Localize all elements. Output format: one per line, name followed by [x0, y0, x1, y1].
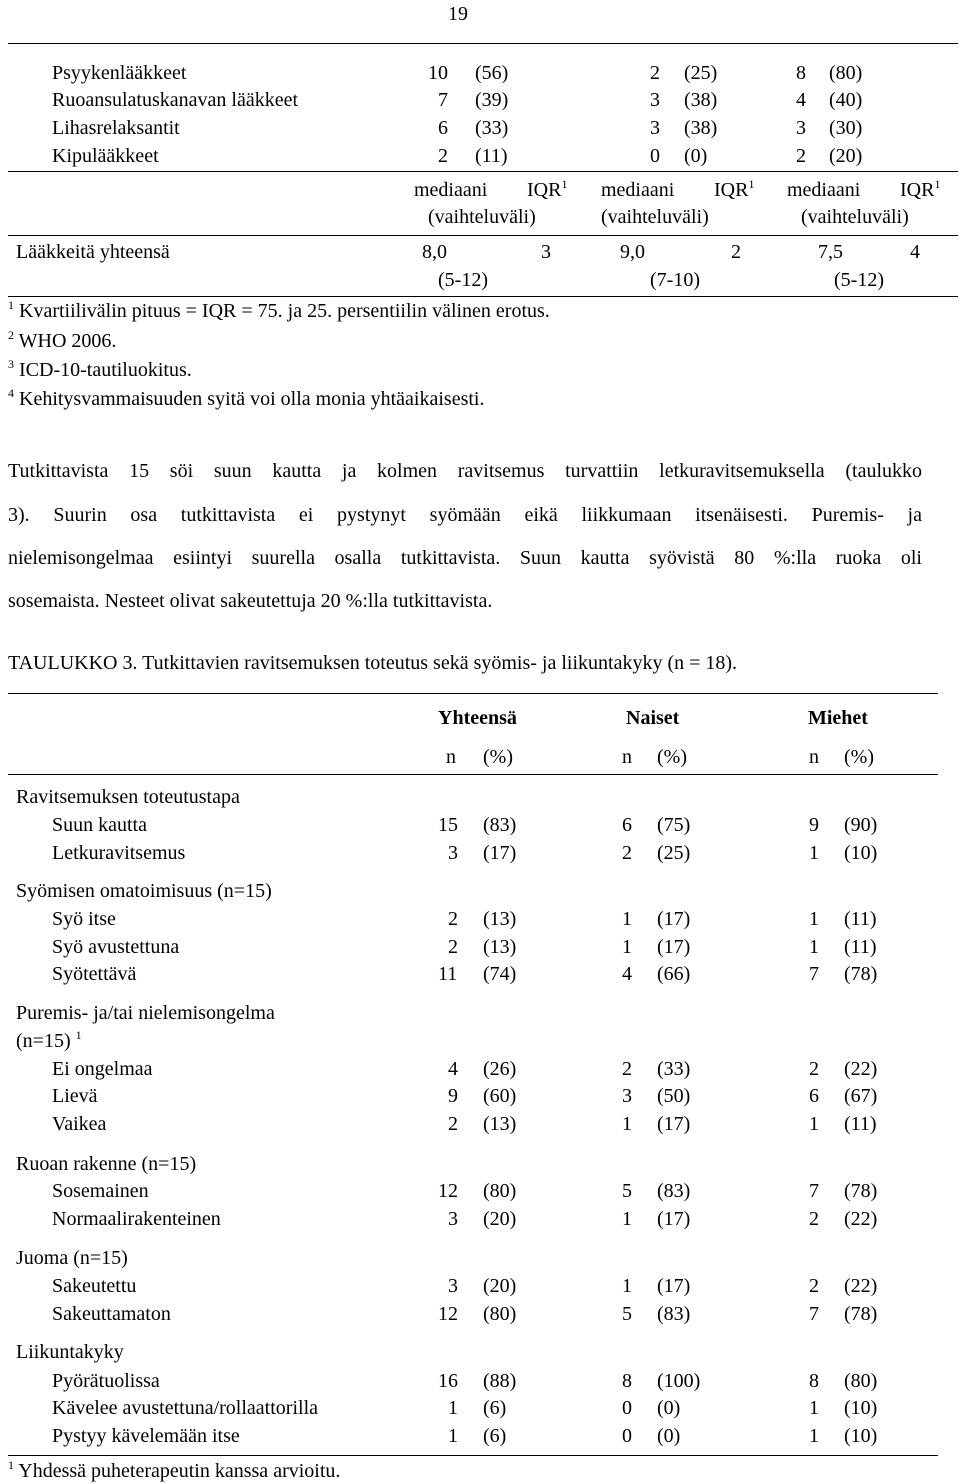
cell-b-n: 3 [650, 89, 660, 111]
cell-women-pct: (66) [657, 963, 691, 985]
cell-c-n: 2 [796, 145, 806, 167]
row-label: Pystyy kävelemään itse [52, 1425, 240, 1447]
section-subtitle-sup: 1 [75, 1028, 82, 1042]
cell-total-n: 12 [438, 1180, 458, 1202]
cell-women-n: 2 [622, 1058, 632, 1080]
total-a-median: 8,0 [422, 241, 447, 263]
cell-men-n: 7 [809, 963, 819, 985]
cell-total-n: 3 [448, 1275, 458, 1297]
median-label: mediaani [601, 179, 675, 201]
cell-men-n: 1 [809, 936, 819, 958]
cell-women-n: 5 [622, 1303, 632, 1325]
cell-men-n: 7 [809, 1303, 819, 1325]
col-header-women: Naiset [626, 707, 680, 729]
col-pct: (%) [483, 746, 513, 768]
cell-men-n: 1 [809, 1425, 819, 1447]
row-label: Vaikea [52, 1113, 107, 1135]
cell-c-pct: (40) [829, 89, 863, 111]
cell-men-n: 1 [809, 1113, 819, 1135]
cell-total-pct: (17) [483, 842, 517, 864]
cell-women-n: 1 [622, 1208, 632, 1230]
cell-men-n: 2 [809, 1275, 819, 1297]
top-table-rule-header [8, 171, 958, 172]
cell-women-pct: (100) [657, 1370, 701, 1392]
cell-men-pct: (78) [844, 1303, 878, 1325]
cell-a-n: 6 [438, 117, 448, 139]
cell-women-n: 8 [622, 1370, 632, 1392]
cell-men-pct: (22) [844, 1275, 878, 1297]
cell-b-pct: (38) [684, 89, 718, 111]
cell-women-n: 1 [622, 1275, 632, 1297]
cell-total-n: 3 [448, 1208, 458, 1230]
paragraph-line: nielemisongelmaa esiintyi suurella osalla tutkittavista. Suun kautta syövistä 80 %:lla ruoka oli [8, 547, 922, 569]
row-label: Lihasrelaksantit [52, 117, 180, 139]
median-label: mediaani [787, 179, 861, 201]
footnote [8, 328, 117, 352]
cell-b-pct: (25) [684, 62, 718, 84]
cell-women-pct: (17) [657, 936, 691, 958]
cell-b-pct: (0) [684, 145, 708, 167]
total-b-range: (7-10) [650, 269, 700, 291]
cell-a-n: 7 [438, 89, 448, 111]
col-header-men: Miehet [808, 707, 868, 729]
page-number: 19 [448, 3, 468, 25]
table3-footnote [8, 1458, 341, 1482]
cell-women-pct: (50) [657, 1085, 691, 1107]
section-subtitle-text: (n=15) [16, 1030, 71, 1052]
cell-women-pct: (0) [657, 1397, 681, 1419]
cell-total-pct: (60) [483, 1085, 517, 1107]
cell-a-pct: (11) [475, 145, 508, 167]
cell-total-n: 9 [448, 1085, 458, 1107]
cell-women-pct: (83) [657, 1303, 691, 1325]
cell-men-n: 1 [809, 908, 819, 930]
cell-b-pct: (38) [684, 117, 718, 139]
cell-total-n: 15 [438, 814, 458, 836]
cell-men-pct: (80) [844, 1370, 878, 1392]
col-n: n [622, 746, 632, 768]
cell-women-pct: (17) [657, 1113, 691, 1135]
row-label: Kipulääkkeet [52, 145, 159, 167]
cell-total-n: 4 [448, 1058, 458, 1080]
total-a-iqr: 3 [541, 241, 551, 263]
row-label: Pyörätuolissa [52, 1370, 160, 1392]
footnote-sup: 1 [8, 1458, 14, 1472]
footnote [8, 357, 192, 381]
cell-total-pct: (13) [483, 908, 517, 930]
cell-women-pct: (17) [657, 1275, 691, 1297]
row-label: Psyykenlääkkeet [52, 62, 187, 84]
cell-men-pct: (11) [844, 908, 877, 930]
iqr-sup: 1 [561, 177, 568, 191]
cell-women-pct: (17) [657, 1208, 691, 1230]
cell-women-pct: (83) [657, 1180, 691, 1202]
cell-c-n: 3 [796, 117, 806, 139]
footnote-text: Kehitysvammaisuuden syitä voi olla monia yhtäaikaisesti. [19, 388, 485, 410]
cell-b-n: 2 [650, 62, 660, 84]
range-label: (vaihteluväli) [601, 206, 709, 228]
iqr-label [527, 177, 568, 201]
table3-rule-top [8, 693, 938, 694]
median-label: mediaani [414, 179, 488, 201]
cell-c-n: 8 [796, 62, 806, 84]
cell-men-pct: (78) [844, 1180, 878, 1202]
cell-men-n: 6 [809, 1085, 819, 1107]
section-title: Puremis- ja/tai nielemisongelma [16, 1002, 275, 1024]
cell-women-n: 6 [622, 814, 632, 836]
cell-total-pct: (6) [483, 1425, 507, 1447]
iqr-sup: 1 [748, 177, 755, 191]
cell-c-pct: (30) [829, 117, 863, 139]
cell-c-pct: (20) [829, 145, 863, 167]
cell-women-pct: (17) [657, 908, 691, 930]
footnote-sup: 1 [8, 298, 14, 312]
total-b-iqr: 2 [731, 241, 741, 263]
cell-women-n: 4 [622, 963, 632, 985]
section-title: Ruoan rakenne (n=15) [16, 1153, 197, 1175]
cell-a-n: 2 [438, 145, 448, 167]
top-table-rule-bottom [8, 296, 958, 297]
section-title: Juoma (n=15) [16, 1247, 128, 1269]
cell-women-pct: (33) [657, 1058, 691, 1080]
cell-c-pct: (80) [829, 62, 863, 84]
cell-women-n: 5 [622, 1180, 632, 1202]
cell-men-pct: (78) [844, 963, 878, 985]
cell-men-pct: (10) [844, 1425, 878, 1447]
iqr-sup: 1 [934, 177, 941, 191]
cell-men-n: 2 [809, 1208, 819, 1230]
range-label: (vaihteluväli) [801, 206, 909, 228]
top-table-rule-mid [8, 235, 958, 236]
cell-a-pct: (33) [475, 117, 509, 139]
cell-men-pct: (22) [844, 1208, 878, 1230]
total-c-iqr: 4 [910, 241, 920, 263]
total-label: Lääkkeitä yhteensä [16, 241, 170, 263]
cell-men-n: 8 [809, 1370, 819, 1392]
cell-women-n: 2 [622, 842, 632, 864]
top-table-rule-top [8, 43, 958, 44]
cell-men-n: 7 [809, 1180, 819, 1202]
cell-total-pct: (13) [483, 1113, 517, 1135]
cell-men-pct: (90) [844, 814, 878, 836]
cell-total-n: 1 [448, 1397, 458, 1419]
cell-total-pct: (26) [483, 1058, 517, 1080]
cell-a-pct: (56) [475, 62, 509, 84]
footnote-text: Yhdessä puheterapeutin kanssa arvioitu. [18, 1460, 341, 1482]
col-pct: (%) [657, 746, 687, 768]
total-a-range: (5-12) [438, 269, 488, 291]
cell-total-pct: (80) [483, 1180, 517, 1202]
row-label: Sosemainen [52, 1180, 149, 1202]
col-n: n [809, 746, 819, 768]
row-label: Sakeutettu [52, 1275, 137, 1297]
cell-a-pct: (39) [475, 89, 509, 111]
iqr-text: IQR [900, 179, 935, 201]
cell-women-pct: (75) [657, 814, 691, 836]
section-title: Liikuntakyky [16, 1341, 124, 1363]
cell-total-n: 12 [438, 1303, 458, 1325]
table3-rule-header [8, 774, 938, 775]
row-label: Letkuravitsemus [52, 842, 186, 864]
cell-total-n: 1 [448, 1425, 458, 1447]
cell-c-n: 4 [796, 89, 806, 111]
cell-men-pct: (10) [844, 842, 878, 864]
cell-total-n: 16 [438, 1370, 458, 1392]
iqr-text: IQR [527, 179, 562, 201]
cell-men-pct: (67) [844, 1085, 878, 1107]
range-label: (vaihteluväli) [428, 206, 536, 228]
cell-total-n: 2 [448, 936, 458, 958]
cell-men-pct: (22) [844, 1058, 878, 1080]
iqr-label [714, 177, 755, 201]
iqr-label [900, 177, 941, 201]
row-label: Ruoansulatuskanavan lääkkeet [52, 89, 299, 111]
row-label: Syö itse [52, 908, 116, 930]
cell-total-pct: (6) [483, 1397, 507, 1419]
row-label: Syö avustettuna [52, 936, 180, 958]
total-c-median: 7,5 [818, 241, 843, 263]
row-label: Suun kautta [52, 814, 147, 836]
cell-women-n: 1 [622, 1113, 632, 1135]
cell-men-n: 2 [809, 1058, 819, 1080]
table-caption: TAULUKKO 3. Tutkittavien ravitsemuksen toteutus sekä syömis- ja liikuntakyky (n = 18). [8, 652, 738, 674]
col-header-total: Yhteensä [438, 707, 517, 729]
cell-total-n: 2 [448, 908, 458, 930]
section-subtitle [16, 1028, 82, 1052]
cell-b-n: 0 [650, 145, 660, 167]
footnote-sup: 4 [8, 386, 14, 400]
footnote-text: Kvartiilivälin pituus = IQR = 75. ja 25. persentiilin välinen erotus. [19, 300, 550, 322]
footnote-text: WHO 2006. [18, 330, 117, 352]
footnote-text: ICD-10-tautiluokitus. [19, 359, 192, 381]
cell-total-n: 3 [448, 842, 458, 864]
section-title: Ravitsemuksen toteutustapa [16, 786, 240, 808]
cell-men-n: 1 [809, 1397, 819, 1419]
cell-total-pct: (20) [483, 1208, 517, 1230]
cell-men-pct: (11) [844, 1113, 877, 1135]
cell-men-pct: (11) [844, 936, 877, 958]
cell-women-n: 3 [622, 1085, 632, 1107]
paragraph-line: sosemaista. Nesteet olivat sakeutettuja 20 %:lla tutkittavista. [8, 590, 493, 612]
col-n: n [446, 746, 456, 768]
footnote [8, 386, 485, 410]
iqr-text: IQR [714, 179, 749, 201]
cell-women-n: 0 [622, 1425, 632, 1447]
footnote-sup: 2 [8, 328, 14, 342]
row-label: Sakeuttamaton [52, 1303, 171, 1325]
col-pct: (%) [844, 746, 874, 768]
cell-women-n: 1 [622, 908, 632, 930]
cell-total-pct: (74) [483, 963, 517, 985]
paragraph-line: 3). Suurin osa tutkittavista ei pystynyt syömään eikä liikkumaan itsenäisesti. Puremis- ja [8, 504, 922, 526]
cell-women-n: 0 [622, 1397, 632, 1419]
footnote-sup: 3 [8, 357, 14, 371]
cell-total-pct: (20) [483, 1275, 517, 1297]
row-label: Ei ongelmaa [52, 1058, 153, 1080]
cell-total-pct: (13) [483, 936, 517, 958]
cell-women-n: 1 [622, 936, 632, 958]
cell-women-pct: (25) [657, 842, 691, 864]
cell-b-n: 3 [650, 117, 660, 139]
cell-total-pct: (83) [483, 814, 517, 836]
cell-men-n: 1 [809, 842, 819, 864]
row-label: Lievä [52, 1085, 98, 1107]
cell-total-n: 2 [448, 1113, 458, 1135]
row-label: Syötettävä [52, 963, 137, 985]
footnote [8, 298, 550, 322]
cell-a-n: 10 [428, 62, 448, 84]
cell-women-pct: (0) [657, 1425, 681, 1447]
cell-men-pct: (10) [844, 1397, 878, 1419]
paragraph-line: Tutkittavista 15 söi suun kautta ja kolmen ravitsemus turvattiin letkuravitsemuksella (taulukko [8, 460, 922, 482]
total-b-median: 9,0 [620, 241, 645, 263]
cell-total-pct: (88) [483, 1370, 517, 1392]
row-label: Normaalirakenteinen [52, 1208, 221, 1230]
total-c-range: (5-12) [834, 269, 884, 291]
cell-total-pct: (80) [483, 1303, 517, 1325]
cell-total-n: 11 [438, 963, 458, 985]
table3-rule-bottom [8, 1455, 938, 1456]
cell-men-n: 9 [809, 814, 819, 836]
row-label: Kävelee avustettuna/rollaattorilla [52, 1397, 318, 1419]
section-title: Syömisen omatoimisuus (n=15) [16, 880, 272, 902]
